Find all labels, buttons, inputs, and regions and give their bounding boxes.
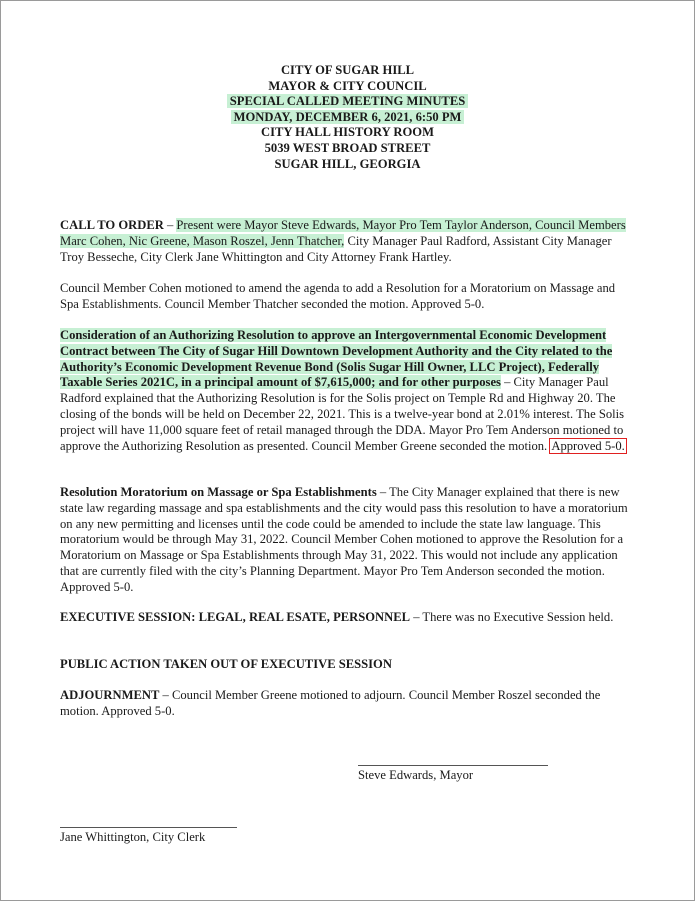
clerk-signature-line — [60, 827, 237, 828]
header-room: CITY HALL HISTORY ROOM — [261, 125, 434, 140]
authorizing-resolution-body: – City Manager Paul Radford explained that the Authorizing Resolution is for the Solis project on Temple Rd and Highway 20. The closing of the bonds will be held on December 22, 2021. This is a twelve-year bond at 2.01% interest. The Solis project will have 11,000 square feet of retail managed through the DDA. Mayor Pro Tem Anderson motioned to approve the Authorizing Resolution as presented. Council Member Greene seconded the motion. — [60, 375, 625, 453]
staff-present: City Manager Paul Radford, Assistant City Manager Troy Besseche, City Clerk Jane Whittington and City Attorney Frank Hartley. — [60, 233, 612, 264]
mayor-signature-label: Steve Edwards, Mayor — [358, 768, 474, 782]
public-action-paragraph — [60, 657, 632, 673]
amend-agenda-paragraph: Council Member Cohen motioned to amend the agenda to add a Resolution for a Moratorium on Massage and Spa Establishments. Council Member Thatcher seconded the motion. Approved 5-0. — [60, 281, 616, 311]
public-action-heading: PUBLIC ACTION TAKEN OUT OF EXECUTIVE SESSION — [60, 657, 392, 671]
adjournment-paragraph — [60, 688, 632, 720]
call-to-order-heading: CALL TO ORDER — [60, 218, 164, 232]
adjournment-heading: ADJOURNMENT — [60, 688, 160, 702]
executive-session-heading: EXECUTIVE SESSION: LEGAL, REAL ESATE, PERSONNEL — [60, 610, 411, 624]
moratorium-heading: Resolution Moratorium on Massage or Spa Establishments — [60, 485, 377, 499]
moratorium-paragraph — [60, 485, 632, 596]
executive-session-paragraph — [60, 610, 632, 626]
header-meeting-type: SPECIAL CALLED MEETING MINUTES — [227, 94, 468, 108]
document-header — [0, 63, 695, 172]
call-to-order-paragraph: CALL TO ORDER – Present were Mayor Steve Edwards, Mayor Pro Tem Taylor Anderson, Council Members Marc Cohen, Nic Greene, Mason Roszel, Jenn Thatcher, City Manager Paul Radford, Assistant City Manager Troy Besseche, City Clerk Jane Whittington and City Attorney Frank Hartley. — [60, 218, 626, 264]
clerk-signature-label: Jane Whittington, City Clerk — [60, 830, 206, 844]
header-street: 5039 WEST BROAD STREET — [264, 140, 431, 155]
header-council: MAYOR & CITY COUNCIL — [268, 78, 427, 93]
attendees-present: Present were Mayor Steve Edwards, Mayor Pro Tem Taylor Anderson, Council Members Marc Cohen, Nic Greene, Mason Roszel, Jenn Thatcher, — [60, 218, 626, 248]
header-city-state: SUGAR HILL, GEORGIA — [274, 156, 421, 171]
executive-session-body: – There was no Executive Session held. — [410, 610, 614, 624]
approval-result: Approved 5-0. — [551, 438, 625, 453]
authorizing-resolution-paragraph — [60, 328, 632, 454]
header-date: MONDAY, DECEMBER 6, 2021, 6:50 PM — [231, 110, 465, 124]
mayor-signature-line — [358, 765, 548, 766]
authorizing-resolution-heading: Consideration of an Authorizing Resolution to approve an Intergovernmental Economic Development Contract between The City of Sugar Hill Downtown Development Authority and the City related to the Authority’s Economic Development Revenue Bond (Solis Sugar Hill Owner, LLC Project), Federally Taxable Series 2021C, in a principal amount of $7,615,000; and for other purposes — [60, 328, 613, 390]
header-city: CITY OF SUGAR HILL — [280, 63, 415, 77]
moratorium-body: – The City Manager explained that there is new state law regarding massage and spa establishments and the city would pass this resolution to have a moratorium on any new permitting and licenses until the code could be amended to include the state law language. This moratorium would be through May 31, 2022. Council Member Cohen motioned to approve the Resolution for a Moratorium on Massage or Spa Establishments through May 31, 2022. This would not include any application that are currently filed with the city’s Planning Department. Mayor Pro Tem Anderson seconded the motion. Approved 5-0. — [60, 485, 628, 594]
adjournment-body: – Council Member Greene motioned to adjourn. Council Member Roszel seconded the motion. Approved 5-0. — [60, 688, 601, 718]
